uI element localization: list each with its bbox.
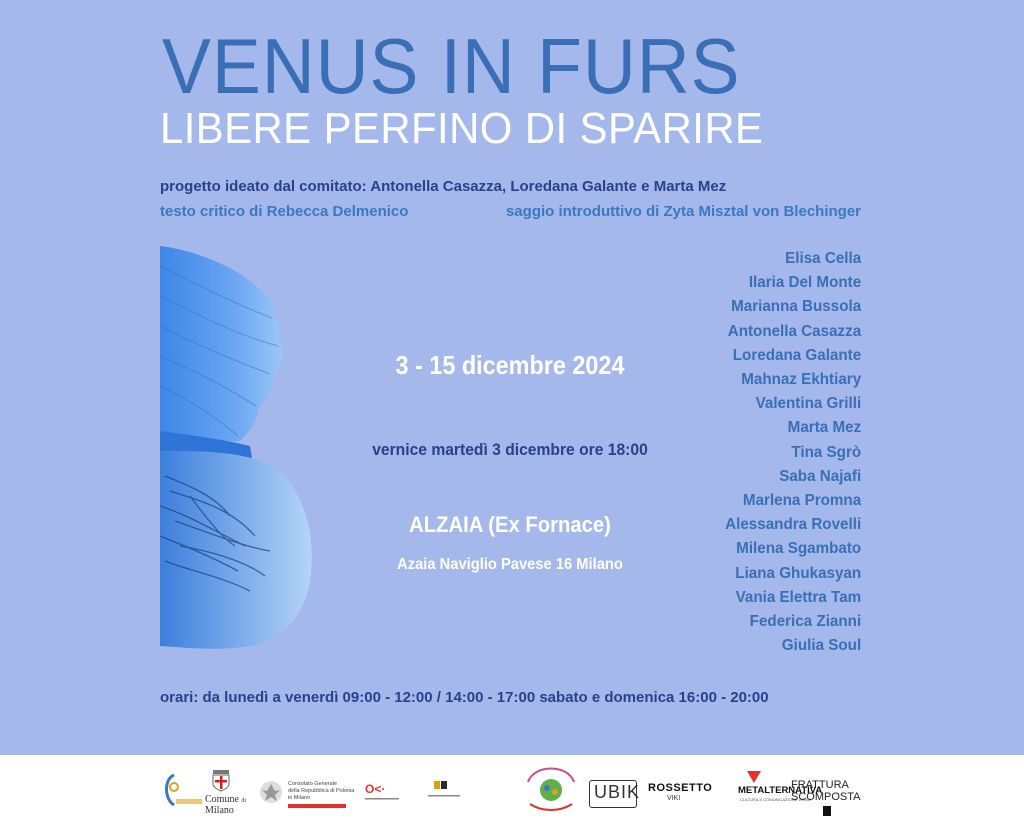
artist-name: Valentina Grilli	[755, 395, 861, 413]
ubik-logo: UBIK	[594, 782, 641, 802]
rossetto-logo-sub: VIKI	[667, 795, 681, 802]
poster-title: VENUS IN FURS	[162, 22, 741, 110]
artist-name: Liana Ghukasyan	[735, 564, 861, 582]
frattura-line: SCOMPOSTA	[791, 791, 861, 803]
poster-subtitle: LIBERE PERFINO DI SPARIRE	[160, 104, 764, 153]
artist-name: Elisa Cella	[784, 250, 861, 267]
consolato-red-bar	[288, 804, 346, 808]
comune-city: Milano	[205, 805, 234, 816]
critic-credit: testo critico di Rebecca Delmenico	[160, 203, 409, 220]
institute-logo	[365, 781, 399, 803]
artist-name: Giulia Soul	[781, 637, 861, 655]
municipio-logo	[160, 769, 204, 813]
metalternativa-mark-icon	[747, 771, 761, 785]
consolato-text	[288, 781, 354, 802]
artists-list	[718, 247, 861, 658]
artist-name: Tina Sgrò	[791, 443, 861, 461]
project-credit: progetto ideato dal comitato: Antonella Casazza, Loredana Galante e Marta Mez	[160, 178, 727, 195]
artist-name: Milena Sgambato	[736, 540, 861, 558]
artist-name: Mahnaz Ekhtiary	[741, 371, 861, 389]
comune-logo-text	[205, 794, 246, 816]
comune-name: Comune	[205, 794, 239, 805]
consolato-line: della Repubblica di Polonia	[288, 788, 355, 794]
region-emblem-icon	[428, 781, 460, 803]
rossetto-logo: ROSSETTO	[648, 782, 713, 794]
comune-crest-icon	[208, 768, 234, 792]
event-dates: 3 - 15 dicembre 2024	[395, 350, 625, 380]
frattura-logo	[791, 779, 860, 803]
artist-name: Marianna Bussola	[730, 298, 861, 316]
frattura-line: FRATTURA	[791, 779, 849, 791]
artist-name: Marta Mez	[787, 419, 861, 437]
consolato-line: Consolato Generale	[288, 781, 337, 787]
sponsor-footer	[0, 755, 1024, 831]
artist-name: Antonella Casazza	[727, 322, 861, 340]
artist-name: Alessandra Rovelli	[724, 516, 861, 534]
vernissage-info: vernice martedì 3 dicembre ore 18:00	[372, 440, 648, 459]
culturando-logo	[522, 760, 580, 816]
comune-di: di	[241, 798, 247, 804]
opening-hours: orari: da lunedì a venerdì 09:00 - 12:00 / 14:00 - 17:00 sabato e domenica 16:00 - 20:00	[160, 689, 769, 706]
artist-name: Saba Najafi	[779, 467, 861, 485]
scallop-shell-image	[160, 246, 320, 651]
essay-credit: saggio introduttivo di Zyta Misztal von Blechinger	[505, 203, 861, 220]
artist-name: Vania Elettra Tam	[735, 588, 861, 606]
artist-name: Federica Zianni	[749, 613, 861, 631]
artist-name: Loredana Galante	[732, 346, 861, 364]
metalternativa-sub: CULTURA E COMUNICAZIONE VISIVA	[740, 797, 811, 802]
consolato-line: in Milano	[288, 795, 311, 801]
venue-name: ALZAIA (Ex Fornace)	[409, 512, 611, 537]
eagle-emblem-icon	[258, 779, 284, 805]
artist-name: Marlena Promna	[742, 492, 861, 510]
frattura-mark-icon	[822, 805, 832, 817]
artist-name: Ilaria Del Monte	[748, 274, 861, 292]
svg-text:O<·: O<·	[365, 782, 386, 796]
venue-address: Azaia Naviglio Pavese 16 Milano	[397, 556, 623, 573]
metalternativa-logo: METALTERNATIVA	[738, 785, 823, 796]
